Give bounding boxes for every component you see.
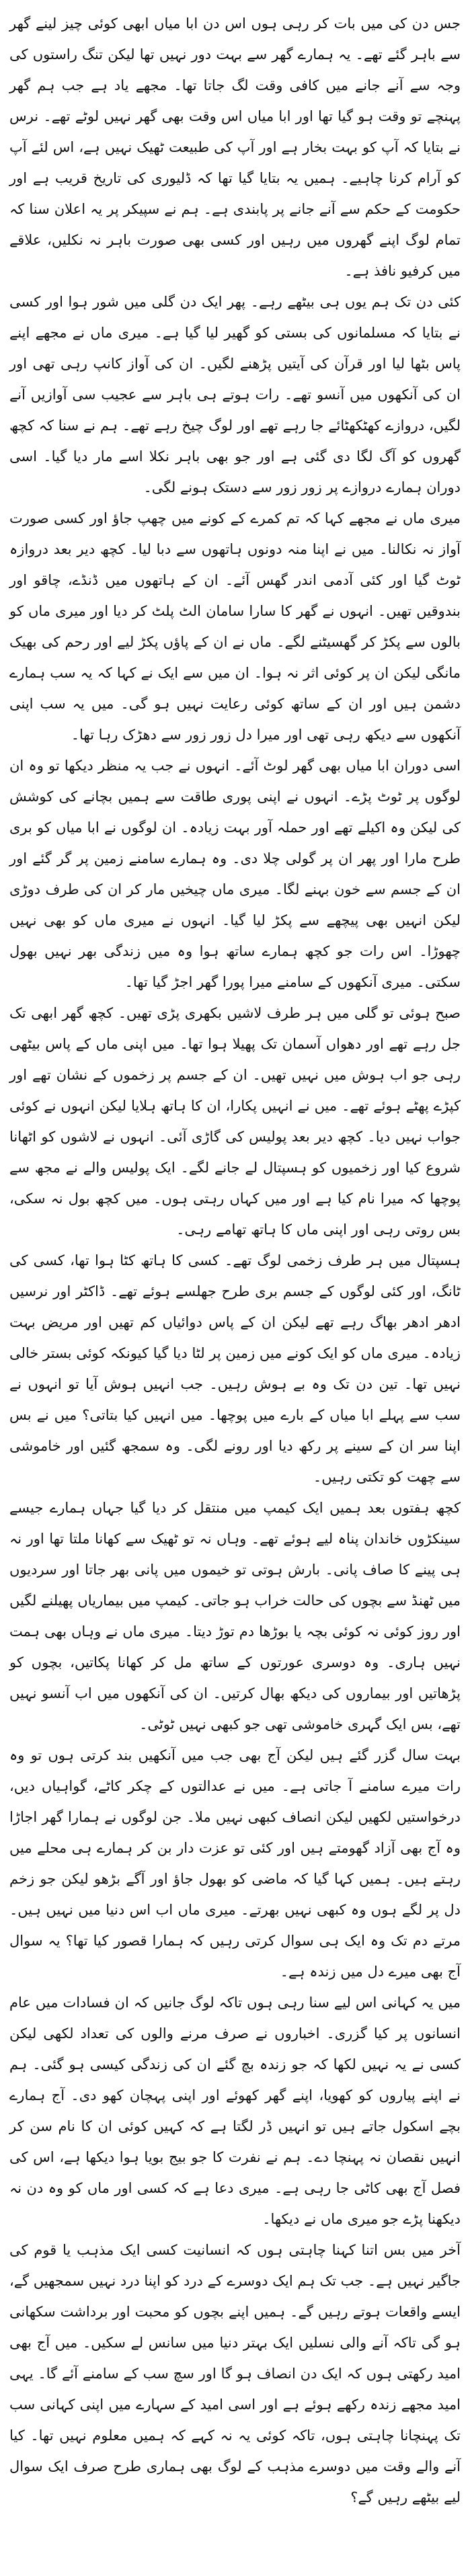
article-paragraph: کئی دن تک ہم یوں ہی بیٹھے رہے۔ پھر ایک دن گلی میں شور ہوا اور کسی نے بتایا کہ مسلمانوں کی بستی کو گھیر لیا گیا ہے۔ میری ماں نے مجھے اپنے پاس بٹھا لیا اور قرآن کی آیتیں پڑھنے لگیں۔ ان کی آواز کانپ رہی تھی اور ان کی آنکھوں میں آنسو تھے۔ رات ہوتے ہی باہر سے عجیب سی آوازیں آنے لگیں، دروازے کھٹکھٹائے جا رہے تھے اور لوگ چیخ رہے تھے۔ ہم نے سنا کہ کچھ گھروں کو آگ لگا دی گئی ہے اور جو بھی باہر نکلا اسے مار دیا گیا۔ اسی دوران ہمارے دروازے پر زور زور سے دستک ہونے لگی۔ (9, 294, 461, 495)
article-paragraph: میری ماں نے مجھے کہا کہ تم کمرے کے کونے میں چھپ جاؤ اور کسی صورت آواز نہ نکالنا۔ میں نے اپنا منہ دونوں ہاتھوں سے دبا لیا۔ کچھ دیر بعد دروازہ ٹوٹ گیا اور کئی آدمی اندر گھس آئے۔ ان کے ہاتھوں میں ڈنڈے، چاقو اور بندوقیں تھیں۔ انہوں نے گھر کا سارا سامان الٹ پلٹ کر دیا اور میری ماں کو بالوں سے پکڑ کر گھسیٹنے لگے۔ ماں نے ان کے پاؤں پکڑ لیے اور رحم کی بھیک مانگی لیکن ان پر کوئی اثر نہ ہوا۔ ان میں سے ایک نے کہا کہ یہ سب ہمارے دشمن ہیں اور ان کے ساتھ کوئی رعایت نہیں ہو گی۔ میں یہ سب اپنی آنکھوں سے دیکھ رہی تھی اور میرا دل زور زور سے دھڑک رہا تھا۔ (9, 510, 461, 743)
article-paragraph: جس دن کی میں بات کر رہی ہوں اس دن ابا میاں ابھی کوئی چیز لینے گھر سے باہر گئے تھے۔ یہ ہمارے گھر سے بہت دور نہیں تھا لیکن تنگ راستوں کی وجہ سے آنے جانے میں کافی وقت لگ جاتا تھا۔ مجھے یاد ہے جب ہم گھر پہنچے تو وقت ہو گیا تھا اور ابا میاں اس وقت بھی گھر نہیں لوٹے تھے۔ نرس نے بتایا کہ آپ کو بہت بخار ہے اور آپ کی طبیعت ٹھیک نہیں ہے، اس لئے آپ کو آرام کرنا چاہیے۔ ہمیں یہ بتایا گیا تھا کہ ڈلیوری کی تاریخ قریب ہے اور حکومت کے حکم سے آنے جانے پر پابندی ہے۔ ہم نے سپیکر پر یہ اعلان سنا کہ تمام لوگ اپنے گھروں میں رہیں اور کسی بھی صورت باہر نہ نکلیں، علاقے میں کرفیو نافذ ہے۔ (9, 15, 461, 279)
article-paragraph: صبح ہوئی تو گلی میں ہر طرف لاشیں بکھری پڑی تھیں۔ کچھ گھر ابھی تک جل رہے تھے اور دھواں آسمان تک پھیلا ہوا تھا۔ میں اپنی ماں کے پاس بیٹھی رہی جو اب ہوش میں نہیں تھیں۔ ان کے جسم پر زخموں کے نشان تھے اور کپڑے پھٹے ہوئے تھے۔ میں نے انہیں پکارا، ان کا ہاتھ ہلایا لیکن انہوں نے کوئی جواب نہیں دیا۔ کچھ دیر بعد پولیس کی گاڑی آئی۔ انہوں نے لاشوں کو اٹھانا شروع کیا اور زخمیوں کو ہسپتال لے جانے لگے۔ ایک پولیس والے نے مجھ سے پوچھا کہ میرا نام کیا ہے اور میں کہاں رہتی ہوں۔ میں کچھ بول نہ سکی، بس روتی رہی اور اپنی ماں کا ہاتھ تھامے رہی۔ (9, 1005, 461, 1238)
article-paragraph: ہسپتال میں ہر طرف زخمی لوگ تھے۔ کسی کا ہاتھ کٹا ہوا تھا، کسی کی ٹانگ، اور کئی لوگوں کے جسم بری طرح جھلسے ہوئے تھے۔ ڈاکٹر اور نرسیں ادھر ادھر بھاگ رہے تھے لیکن ان کے پاس دوائیاں کم تھیں اور مریض بہت زیادہ۔ میری ماں کو ایک کونے میں زمین پر لٹا دیا گیا کیونکہ کوئی بستر خالی نہیں تھا۔ تین دن تک وہ بے ہوش رہیں۔ جب انہیں ہوش آیا تو انہوں نے سب سے پہلے ابا میاں کے بارے میں پوچھا۔ میں انہیں کیا بتاتی؟ میں نے بس اپنا سر ان کے سینے پر رکھ دیا اور رونے لگی۔ وہ سمجھ گئیں اور خاموشی سے چھت کو تکتی رہیں۔ (9, 1252, 461, 1485)
article-paragraph: اسی دوران ابا میاں بھی گھر لوٹ آئے۔ انہوں نے جب یہ منظر دیکھا تو وہ ان لوگوں پر ٹوٹ پڑے۔ انہوں نے اپنی پوری طاقت سے ہمیں بچانے کی کوشش کی لیکن وہ اکیلے تھے اور حملہ آور بہت زیادہ۔ ان لوگوں نے ابا میاں کو بری طرح مارا اور پھر ان پر گولی چلا دی۔ وہ ہمارے سامنے زمین پر گر گئے اور ان کے جسم سے خون بہنے لگا۔ میری ماں چیخیں مار کر ان کی طرف دوڑی لیکن انہیں بھی پیچھے سے پکڑ لیا گیا۔ انہوں نے میری ماں کو بھی نہیں چھوڑا۔ اس رات جو کچھ ہمارے ساتھ ہوا وہ میں زندگی بھر نہیں بھول سکتی۔ میری آنکھوں کے سامنے میرا پورا گھر اجڑ گیا تھا۔ (9, 758, 461, 990)
article-paragraph: کچھ ہفتوں بعد ہمیں ایک کیمپ میں منتقل کر دیا گیا جہاں ہمارے جیسے سینکڑوں خاندان پناہ لیے ہوئے تھے۔ وہاں نہ تو ٹھیک سے کھانا ملتا تھا اور نہ ہی پینے کا صاف پانی۔ بارش ہوتی تو خیموں میں پانی بھر جاتا اور سردیوں میں ٹھنڈ سے بچوں کی حالت خراب ہو جاتی۔ کیمپ میں بیماریاں پھیلنے لگیں اور روز کوئی نہ کوئی بچہ یا بوڑھا دم توڑ دیتا۔ میری ماں نے وہاں بھی ہمت نہیں ہاری۔ وہ دوسری عورتوں کے ساتھ مل کر کھانا پکاتیں، بچوں کو پڑھاتیں اور بیماروں کی دیکھ بھال کرتیں۔ ان کی آنکھوں میں اب آنسو نہیں تھے، بس ایک گہری خاموشی تھی جو کبھی نہیں ٹوٹی۔ (9, 1500, 461, 1732)
article-paragraph: بہت سال گزر گئے ہیں لیکن آج بھی جب میں آنکھیں بند کرتی ہوں تو وہ رات میرے سامنے آ جاتی ہے۔ میں نے عدالتوں کے چکر کاٹے، گواہیاں دیں، درخواستیں لکھیں لیکن انصاف کبھی نہیں ملا۔ جن لوگوں نے ہمارا گھر اجاڑا وہ آج بھی آزاد گھومتے ہیں اور کئی تو عزت دار بن کر ہمارے ہی محلے میں رہتے ہیں۔ ہمیں کہا گیا کہ ماضی کو بھول جاؤ اور آگے بڑھو لیکن جو زخم دل پر لگے ہوں وہ کبھی نہیں بھرتے۔ میری ماں اب اس دنیا میں نہیں ہیں۔ مرتے دم تک وہ ایک ہی سوال کرتی رہیں کہ ہمارا قصور کیا تھا؟ یہ سوال آج بھی میرے دل میں زندہ ہے۔ (9, 1747, 461, 1980)
article-paragraph: آخر میں بس اتنا کہنا چاہتی ہوں کہ انسانیت کسی ایک مذہب یا قوم کی جاگیر نہیں ہے۔ جب تک ہم ایک دوسرے کے درد کو اپنا درد نہیں سمجھیں گے، ایسے واقعات ہوتے رہیں گے۔ ہمیں اپنے بچوں کو محبت اور برداشت سکھانی ہو گی تاکہ آنے والی نسلیں ایک بہتر دنیا میں سانس لے سکیں۔ میں آج بھی امید رکھتی ہوں کہ ایک دن انصاف ہو گا اور سچ سب کے سامنے آئے گا۔ یہی امید مجھے زندہ رکھے ہوئے ہے اور اسی امید کے سہارے میں اپنی کہانی سب تک پہنچانا چاہتی ہوں، تاکہ کوئی یہ نہ کہے کہ ہمیں معلوم نہیں تھا۔ کیا آنے والے وقت میں دوسرے مذہب کے لوگ بھی ہماری طرح صرف ایک سوال لیے بیٹھے رہیں گے؟ (9, 2242, 461, 2505)
article-paragraph: میں یہ کہانی اس لیے سنا رہی ہوں تاکہ لوگ جانیں کہ ان فسادات میں عام انسانوں پر کیا گزری۔ اخباروں نے صرف مرنے والوں کی تعداد لکھی لیکن کسی نے یہ نہیں لکھا کہ جو زندہ بچ گئے ان کی زندگی کیسی ہو گئی۔ ہم نے اپنے پیاروں کو کھویا، اپنے گھر کھوئے اور اپنی پہچان کھو دی۔ آج ہمارے بچے اسکول جاتے ہیں تو انہیں ڈر لگتا ہے کہ کہیں کوئی ان کا نام سن کر انہیں نقصان نہ پہنچا دے۔ ہم نے نفرت کا جو بیج بویا ہوا دیکھا ہے، اس کی فصل آج بھی کاٹی جا رہی ہے۔ میری دعا ہے کہ کسی اور ماں کو وہ دن نہ دیکھنا پڑے جو میری ماں نے دیکھا۔ (9, 1995, 461, 2227)
article-body (9, 8, 461, 2513)
